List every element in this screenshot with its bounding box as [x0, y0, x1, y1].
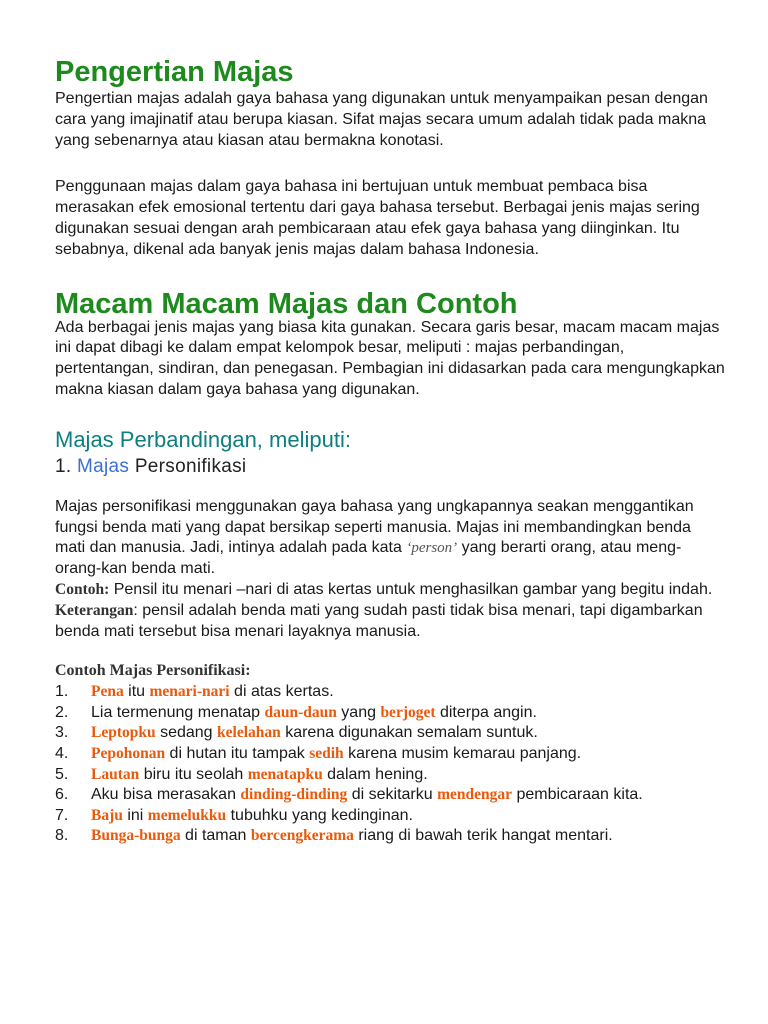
example-item — [55, 723, 725, 744]
highlighted-word: Pepohonan — [91, 744, 166, 762]
highlighted-word: berjoget — [380, 703, 436, 721]
example-text: di hutan itu tampak — [165, 744, 310, 762]
highlighted-word: Baju — [91, 806, 123, 824]
example-text: yang — [336, 703, 381, 721]
example-text: ini — [122, 806, 148, 824]
document-page — [55, 50, 725, 847]
highlighted-word: Leptopku — [91, 724, 156, 742]
heading-majas-perbandingan: Majas Perbandingan, meliputi: — [55, 426, 351, 452]
example-text: di sekitarku — [347, 786, 438, 804]
subheading-number: 1. — [55, 455, 72, 477]
highlighted-word: mendengar — [437, 786, 512, 804]
highlighted-word: kelelahan — [217, 724, 281, 742]
example-item — [55, 682, 725, 703]
example-item — [55, 765, 725, 786]
desc-italic-term: ‘person’ — [406, 540, 458, 557]
desc-end: yang berarti orang, atau meng-orang-kan benda mati. — [55, 539, 682, 578]
example-number: 6. — [55, 786, 69, 804]
example-item — [55, 703, 725, 724]
highlighted-word: bercengkerama — [250, 827, 354, 845]
example-text: di taman — [180, 827, 251, 845]
example-item — [55, 785, 725, 806]
example-text: diterpa angin. — [435, 703, 537, 721]
subheading-term: Personifikasi — [134, 455, 247, 477]
contoh-text: Pensil itu menari –nari di atas kertas untuk menghasilkan gambar yang begitu indah. — [113, 580, 713, 598]
subheading-majas-word: Majas — [77, 455, 130, 477]
keterangan-label: Keterangan — [55, 601, 134, 619]
example-item — [55, 806, 725, 827]
example-text: pembicaraan kita. — [512, 786, 643, 804]
paragraph-categories: Ada berbagai jenis majas yang biasa kita gunakan. Secara garis besar, macam macam majas ini dapat dibagi ke dalam empat kelompok besar, meliputi : majas perbandingan, pertentangan, sindiran, dan penegasan. Pembagian ini didasarkan pada cara mengungkapkan makna kiasan dalam gaya bahasa yang digunakan. — [55, 318, 725, 398]
example-number: 3. — [55, 724, 69, 742]
example-text: karena digunakan semalam suntuk. — [280, 724, 538, 742]
example-text: Aku bisa merasakan — [91, 786, 241, 804]
desc-start: Majas personifikasi menggunakan gaya bahasa yang ungkapannya seakan menggantikan fungsi benda mati yang dapat bersikap seperti manusia. Majas ini membandingkan benda mati dan manusia. Jadi, intinya adalah pada kata — [55, 497, 694, 557]
highlighted-word: menari-nari — [149, 683, 230, 701]
example-number: 1. — [55, 683, 69, 701]
example-text: riang di bawah terik hangat mentari. — [353, 827, 613, 845]
highlighted-word: menatapku — [247, 765, 323, 783]
highlighted-word: sedih — [309, 744, 344, 762]
example-text: sedang — [155, 724, 218, 742]
example-item — [55, 744, 725, 765]
example-number: 2. — [55, 703, 69, 721]
paragraph-definition: Pengertian majas adalah gaya bahasa yang digunakan untuk menyampaikan pesan dengan cara yang imajinatif atau berupa kiasan. Sifat majas secara umum adalah tidak pada makna yang sebenarnya atau kiasan atau bermakna konotasi. — [55, 90, 708, 149]
example-text: di atas kertas. — [229, 683, 334, 701]
example-text: karena musim kemarau panjang. — [343, 744, 582, 762]
example-text: dalam hening. — [322, 765, 428, 783]
highlighted-word: dinding-dinding — [240, 786, 348, 804]
contoh-label: Contoh: — [55, 580, 110, 598]
highlighted-word: Pena — [91, 683, 124, 701]
highlighted-word: Lautan — [91, 765, 140, 783]
example-item — [55, 826, 725, 847]
highlighted-word: memelukku — [147, 806, 227, 824]
examples-list — [55, 682, 725, 847]
paragraph-usage: Penggunaan majas dalam gaya bahasa ini bertujuan untuk membuat pembaca bisa merasakan efek emosional tertentu dari gaya bahasa tersebut. Berbagai jenis majas sering digunakan sesuai dengan arah pembicaraan atau efek gaya bahasa yang diinginkan. Itu sebabnya, dikenal ada banyak jenis majas dalam bahasa Indonesia. — [55, 178, 700, 258]
example-text: biru itu seolah — [139, 765, 248, 783]
subheading-personifikasi — [55, 455, 725, 479]
example-number: 7. — [55, 806, 69, 824]
heading-pengertian-majas: Pengertian Majas — [55, 56, 294, 88]
example-text: tubuhku yang kedinginan. — [226, 806, 413, 824]
paragraph-personifikasi-desc — [55, 497, 725, 643]
example-text: Lia termenung menatap — [91, 703, 265, 721]
example-text: itu — [123, 683, 150, 701]
example-number: 8. — [55, 827, 69, 845]
heading-macam-majas: Macam Macam Majas dan Contoh — [55, 287, 518, 320]
keterangan-text: : pensil adalah benda mati yang sudah pasti tidak bisa menari, tapi digambarkan benda mati tersebut bisa menari layaknya manusia. — [55, 601, 703, 640]
highlighted-word: Bunga-bunga — [91, 827, 181, 845]
example-number: 4. — [55, 744, 69, 762]
examples-title: Contoh Majas Personifikasi: — [55, 662, 251, 680]
highlighted-word: daun-daun — [264, 703, 337, 721]
example-number: 5. — [55, 765, 69, 783]
